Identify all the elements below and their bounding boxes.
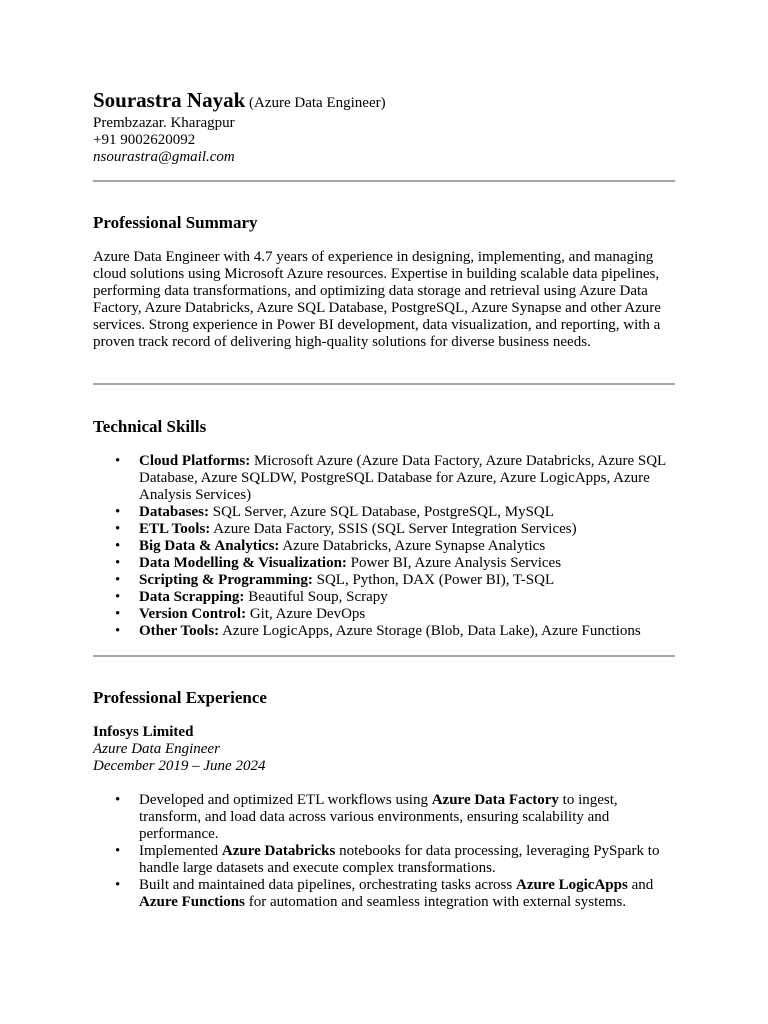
experience-text: Implemented bbox=[139, 843, 222, 859]
experience-text: and bbox=[627, 877, 654, 893]
resume-header bbox=[93, 88, 693, 166]
skill-item bbox=[93, 589, 678, 606]
skill-item bbox=[93, 572, 678, 589]
job-dates: December 2019 – June 2024 bbox=[93, 758, 266, 774]
divider bbox=[93, 655, 675, 657]
skill-values: Azure LogicApps, Azure Storage (Blob, Data Lake), Azure Functions bbox=[219, 623, 641, 639]
experience-text: for automation and seamless integration with external systems. bbox=[244, 894, 627, 910]
skill-values: Microsoft Azure (Azure Data Factory, Azure Databricks, Azure SQL Database, Azure SQLDW, PostgreSQL Database for Azure, Azure LogicApps, Azure Analysis Services) bbox=[139, 453, 666, 503]
candidate-name: Sourastra Nayak bbox=[93, 88, 246, 112]
skill-item bbox=[93, 453, 678, 504]
skill-values: Beautiful Soup, Scrapy bbox=[244, 589, 388, 605]
skill-category: Big Data & Analytics: bbox=[139, 538, 280, 554]
candidate-role: (Azure Data Engineer) bbox=[249, 95, 386, 111]
address: Prembzazar. Kharagpur bbox=[93, 115, 235, 131]
highlighted-tool: Azure Data Factory bbox=[431, 792, 559, 808]
company-name: Infosys Limited bbox=[93, 724, 194, 740]
skill-values: SQL, Python, DAX (Power BI), T-SQL bbox=[312, 572, 555, 588]
skill-category: Scripting & Programming: bbox=[139, 572, 313, 588]
divider bbox=[93, 180, 675, 182]
skill-item bbox=[93, 538, 678, 555]
job-header bbox=[93, 724, 678, 775]
divider bbox=[93, 383, 675, 385]
job-title: Azure Data Engineer bbox=[93, 741, 220, 757]
skill-item bbox=[93, 521, 678, 538]
highlighted-tool: Azure Databricks bbox=[221, 843, 336, 859]
skill-values: Azure Data Factory, SSIS (SQL Server Integration Services) bbox=[210, 521, 577, 537]
highlighted-tool: Azure LogicApps bbox=[516, 877, 628, 893]
experience-item bbox=[93, 877, 678, 911]
experience-item bbox=[93, 843, 678, 877]
experience-item bbox=[93, 792, 678, 843]
skill-item bbox=[93, 504, 678, 521]
skills-list bbox=[93, 453, 678, 640]
experience-text: to ingest, transform, and load data across various environments, ensuring scalability and performance. bbox=[139, 792, 618, 842]
skill-values: Git, Azure DevOps bbox=[246, 606, 366, 622]
phone: +91 9002620092 bbox=[93, 132, 196, 148]
experience-heading: Professional Experience bbox=[93, 688, 267, 707]
skill-category: Cloud Platforms: bbox=[139, 453, 251, 469]
skill-category: Version Control: bbox=[139, 606, 247, 622]
skill-item bbox=[93, 606, 678, 623]
skill-category: Databases: bbox=[139, 504, 209, 520]
experience-text: notebooks for data processing, leveraging PySpark to handle large datasets and execute complex transformations. bbox=[139, 843, 660, 876]
skill-category: Data Modelling & Visualization: bbox=[139, 555, 347, 571]
experience-text: Developed and optimized ETL workflows using bbox=[139, 792, 432, 808]
skills-heading: Technical Skills bbox=[93, 417, 207, 436]
name-line bbox=[93, 88, 693, 115]
skill-category: Data Scrapping: bbox=[139, 589, 245, 605]
skill-values: Power BI, Azure Analysis Services bbox=[346, 555, 562, 571]
summary-heading: Professional Summary bbox=[93, 213, 258, 232]
skill-item bbox=[93, 555, 678, 572]
skill-values: SQL Server, Azure SQL Database, PostgreSQL, MySQL bbox=[209, 504, 554, 520]
highlighted-tool: Azure Functions bbox=[139, 894, 245, 910]
email: nsourastra@gmail.com bbox=[93, 149, 235, 165]
skill-item bbox=[93, 623, 678, 640]
skill-category: Other Tools: bbox=[139, 623, 220, 639]
summary-text: Azure Data Engineer with 4.7 years of experience in designing, implementing, and managing cloud solutions using Microsoft Azure resources. Expertise in building scalable data pipelines, performing data transformations, and optimizing data storage and retrieval using Azure Data Factory, Azure Databricks, Azure SQL Database, PostgreSQL, Azure Synapse and other Azure services. Strong experience in Power BI development, data visualization, and reporting, with a proven track record of delivering high-quality solutions for diverse business needs. bbox=[93, 249, 661, 350]
skill-values: Azure Databricks, Azure Synapse Analytics bbox=[279, 538, 546, 554]
skill-category: ETL Tools: bbox=[139, 521, 211, 537]
experience-list bbox=[93, 792, 678, 911]
experience-text: Built and maintained data pipelines, orchestrating tasks across bbox=[139, 877, 516, 893]
